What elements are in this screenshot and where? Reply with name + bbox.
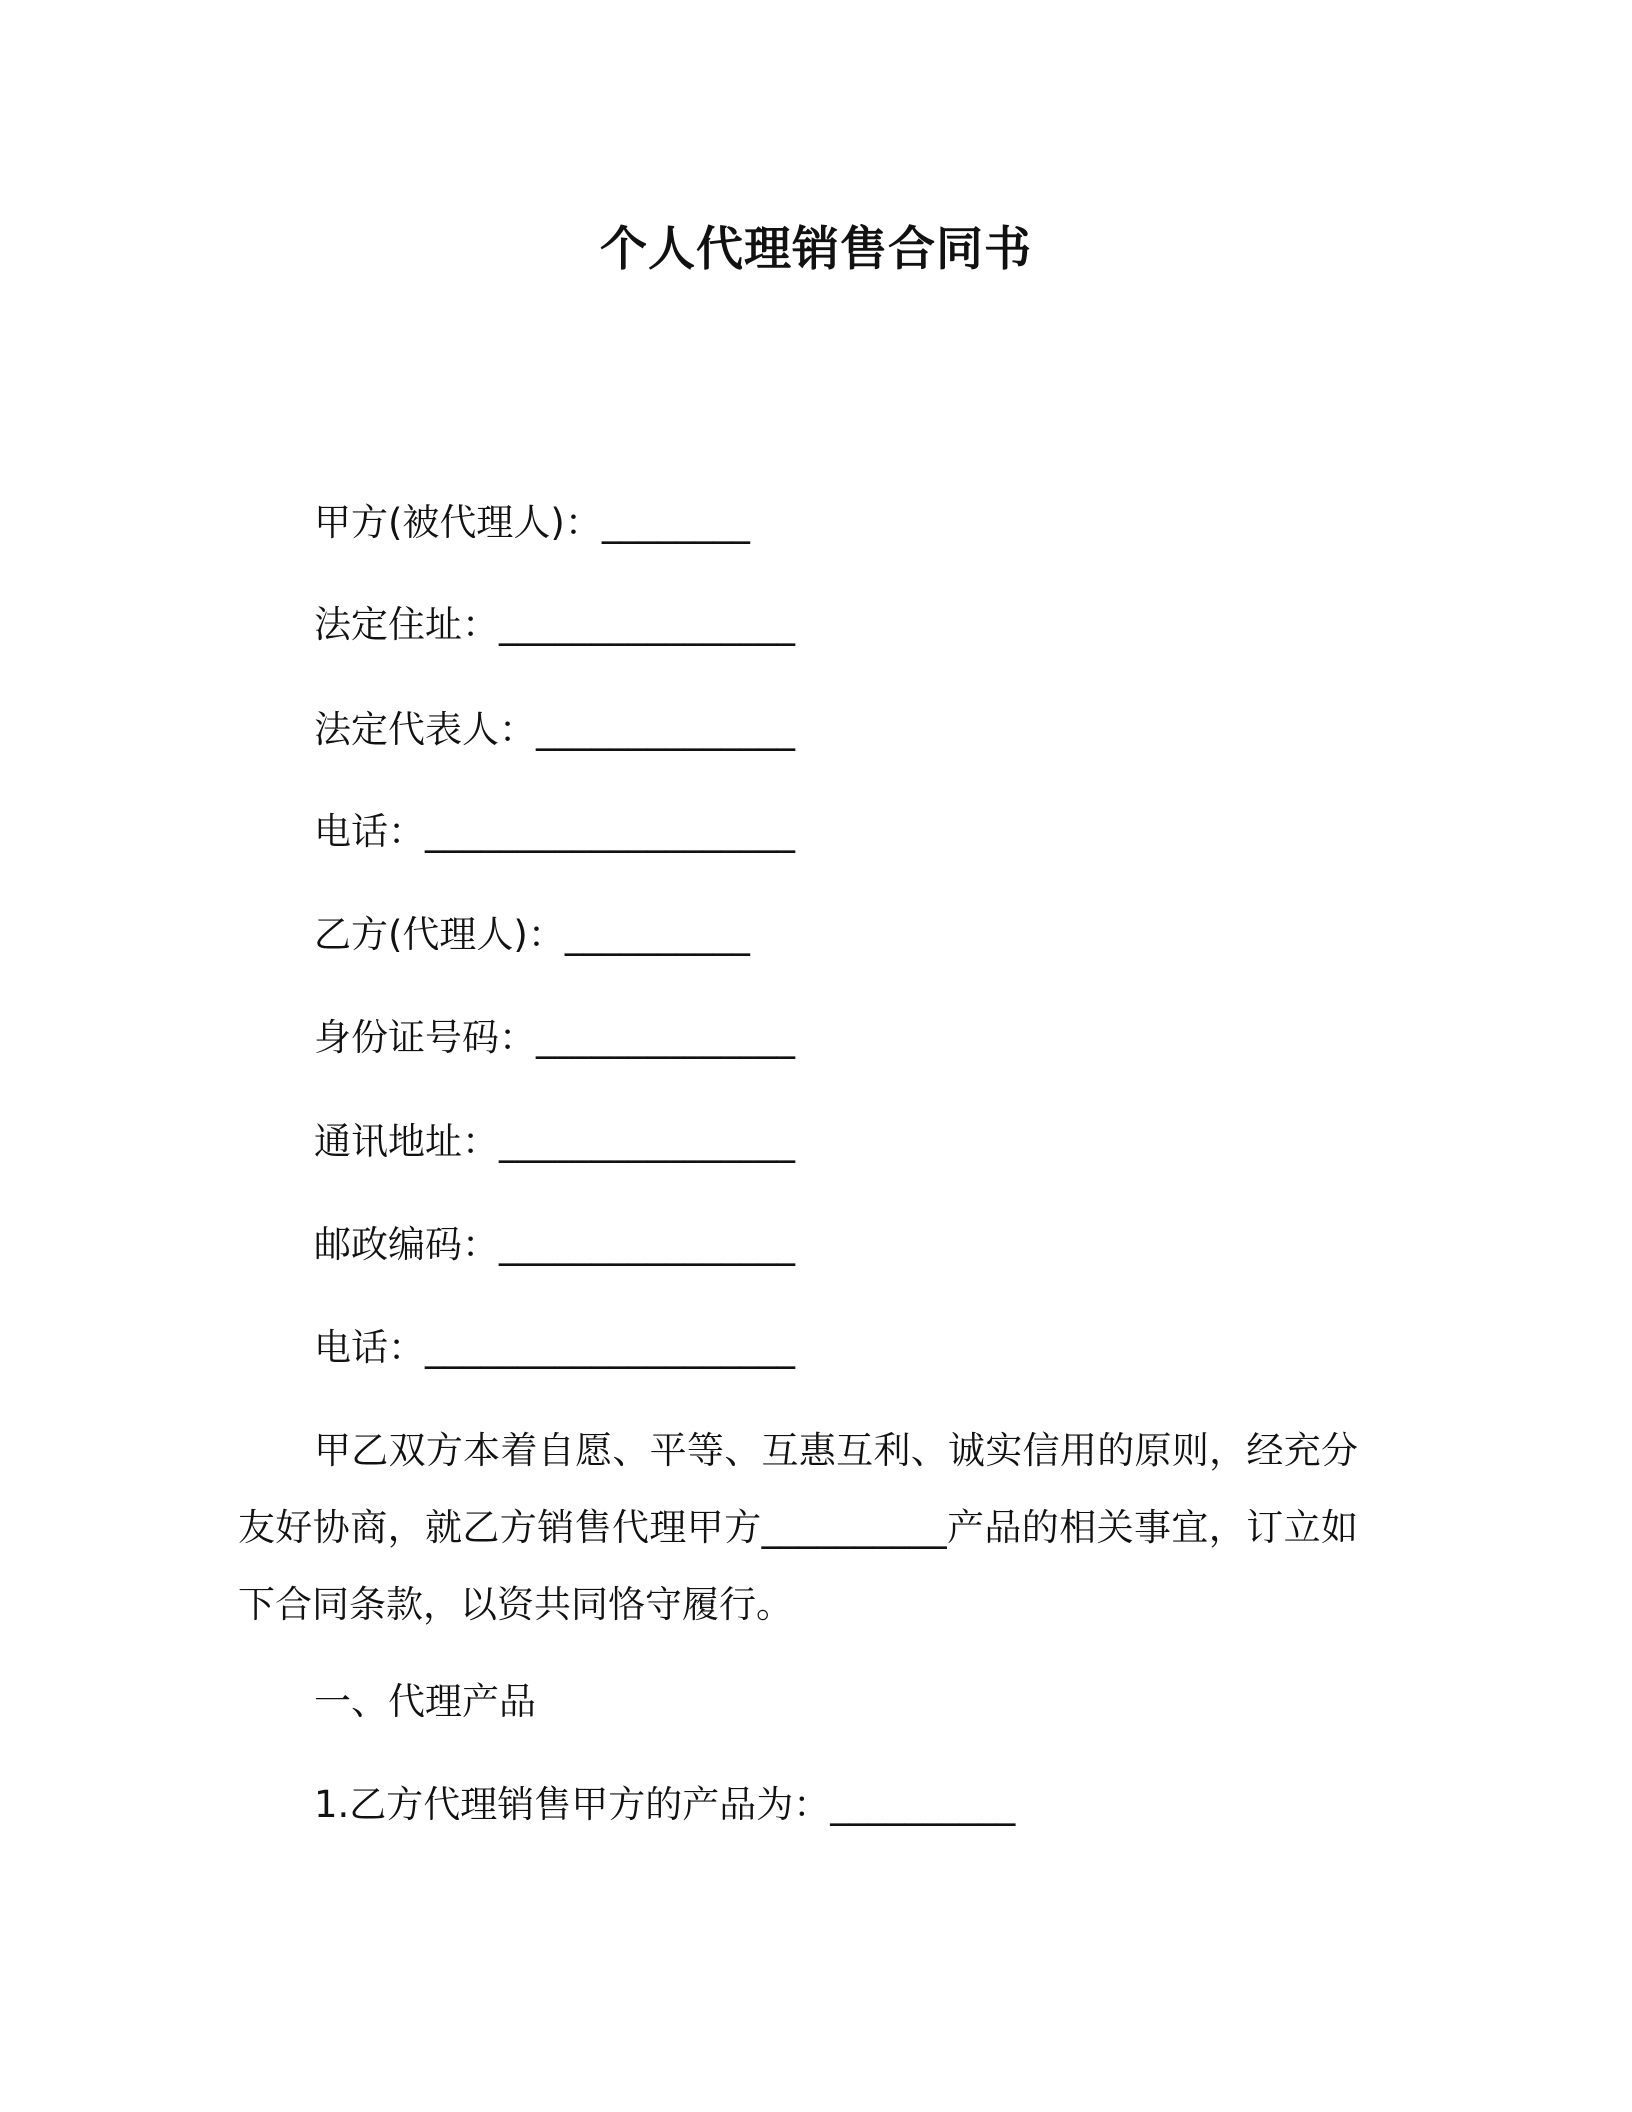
mailing-address-blank: ________________ [499,1120,795,1163]
clause-1-products: 1.乙方代理销售甲方的产品为：__________ [314,1783,1016,1826]
legal-address-field [314,600,795,650]
section-heading-agency-products: 一、代理产品 [314,1680,536,1723]
legal-address-blank: ________________ [499,603,795,646]
party-b-blank: __________ [564,913,750,956]
mailing-address-label: 通讯地址： [314,1120,499,1163]
id-number-label: 身份证号码： [314,1016,536,1059]
postal-code-blank: ________________ [499,1223,795,1266]
party-a-phone-label: 电话： [314,810,425,853]
party-a-field [314,498,750,548]
id-number-blank: ______________ [536,1016,795,1059]
legal-address-label: 法定住址： [314,603,499,646]
legal-representative-label: 法定代表人： [314,708,536,751]
id-number-field [314,1013,795,1063]
party-b-phone-label: 电话： [314,1326,425,1369]
mailing-address-field [314,1117,795,1167]
party-b-phone-field [314,1323,795,1373]
party-a-label: 甲方(被代理人)： [314,501,602,544]
party-b-label: 乙方(代理人)： [314,913,565,956]
postal-code-field [314,1220,795,1270]
legal-representative-field [314,705,795,755]
party-a-phone-field [314,807,795,857]
document-title: 个人代理销售合同书 [600,222,1032,277]
preamble-paragraph: 甲乙双方本着自愿、平等、互惠互利、诚实信用的原则，经充分友好协商，就乙方销售代理甲方__________产品的相关事宜，订立如下合同条款，以资共同恪守履行。 [238,1429,1358,1626]
postal-code-label: 邮政编码： [314,1223,499,1266]
party-b-phone-blank: ____________________ [425,1326,795,1369]
party-a-blank: ________ [601,501,750,544]
party-b-field [314,910,750,960]
legal-representative-blank: ______________ [536,708,795,751]
party-a-phone-blank: ____________________ [425,810,795,853]
